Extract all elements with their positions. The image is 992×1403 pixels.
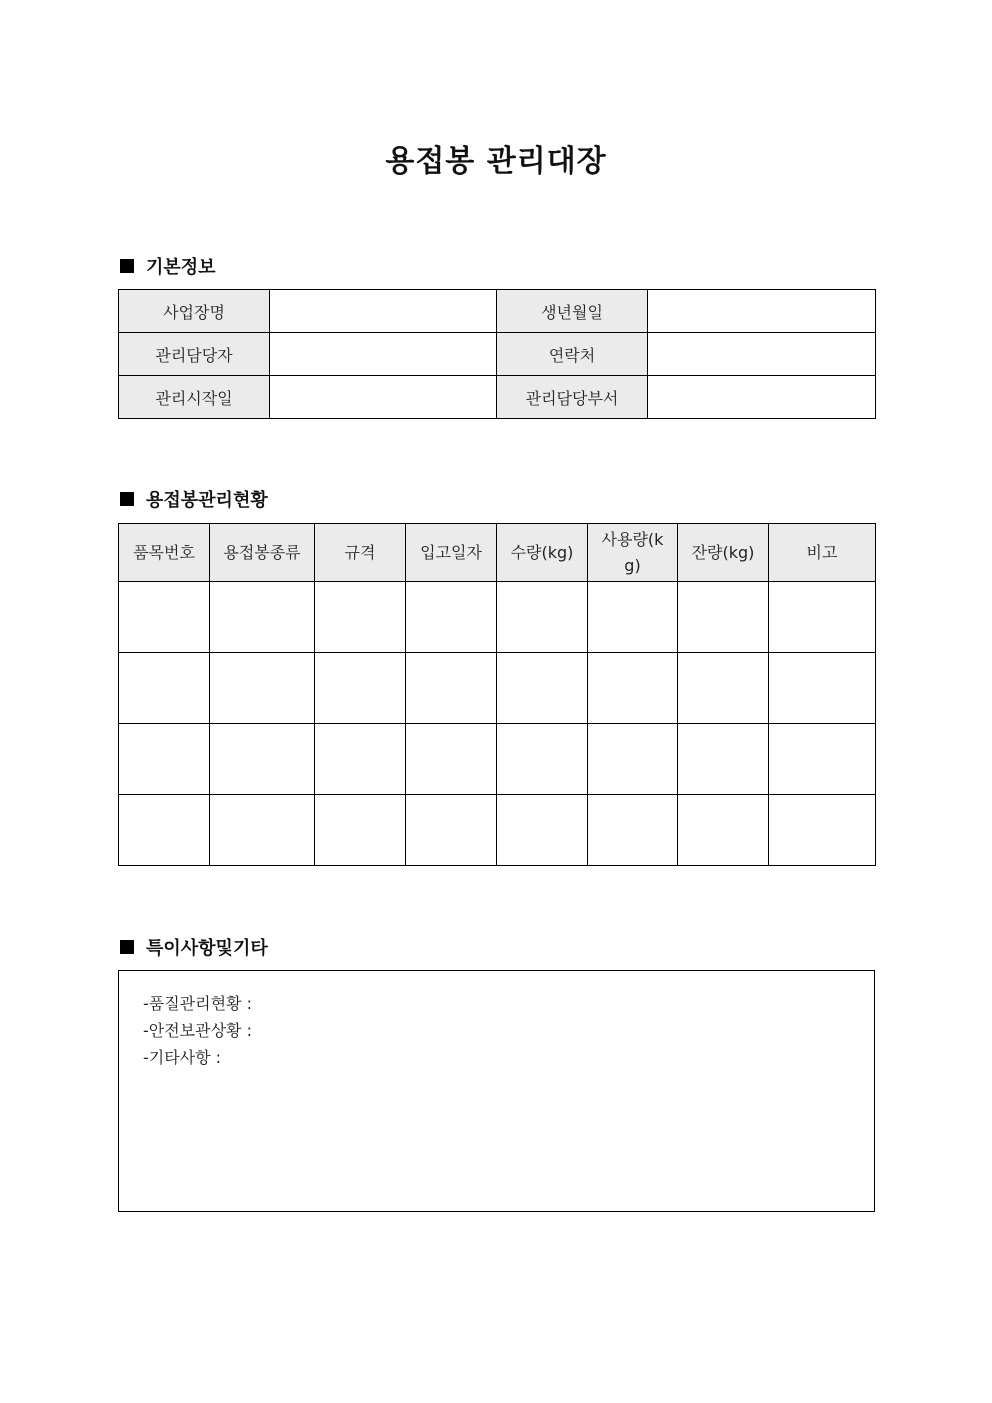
birth-date-label: 생년월일 bbox=[497, 290, 648, 333]
column-header: 규격 bbox=[315, 524, 406, 582]
table-cell[interactable] bbox=[497, 653, 588, 724]
section-basic-info-title: 기본정보 bbox=[146, 257, 216, 278]
section-notes-heading bbox=[120, 934, 268, 960]
table-cell[interactable] bbox=[678, 724, 769, 795]
table-cell[interactable] bbox=[678, 795, 769, 866]
square-bullet-icon bbox=[120, 259, 134, 273]
table-cell[interactable] bbox=[497, 795, 588, 866]
table-cell[interactable] bbox=[315, 795, 406, 866]
column-header: 잔량(kg) bbox=[678, 524, 769, 582]
table-row bbox=[119, 333, 876, 376]
table-cell[interactable] bbox=[769, 653, 876, 724]
table-cell[interactable] bbox=[678, 653, 769, 724]
table-cell[interactable] bbox=[588, 795, 678, 866]
quality-status-line: -품질관리현황 : bbox=[143, 994, 252, 1013]
column-header: 용접봉종류 bbox=[210, 524, 315, 582]
table-row bbox=[119, 795, 876, 866]
section-notes-title: 특이사항및기타 bbox=[146, 938, 268, 959]
business-name-label: 사업장명 bbox=[119, 290, 270, 333]
table-cell[interactable] bbox=[119, 582, 210, 653]
department-label: 관리담당부서 bbox=[497, 376, 648, 419]
section-basic-info-heading bbox=[120, 253, 216, 279]
table-cell[interactable] bbox=[406, 582, 497, 653]
table-cell[interactable] bbox=[210, 582, 315, 653]
table-cell[interactable] bbox=[406, 724, 497, 795]
table-row bbox=[119, 376, 876, 419]
business-name-field[interactable] bbox=[270, 290, 497, 333]
table-cell[interactable] bbox=[406, 795, 497, 866]
column-header: 수량(kg) bbox=[497, 524, 588, 582]
table-cell[interactable] bbox=[497, 582, 588, 653]
square-bullet-icon bbox=[120, 940, 134, 954]
table-cell[interactable] bbox=[678, 582, 769, 653]
table-cell[interactable] bbox=[588, 724, 678, 795]
column-header: 품목번호 bbox=[119, 524, 210, 582]
square-bullet-icon bbox=[120, 492, 134, 506]
table-cell[interactable] bbox=[406, 653, 497, 724]
table-cell[interactable] bbox=[588, 653, 678, 724]
table-row bbox=[119, 653, 876, 724]
table-cell[interactable] bbox=[315, 724, 406, 795]
table-cell[interactable] bbox=[497, 724, 588, 795]
table-cell[interactable] bbox=[769, 582, 876, 653]
table-header-row bbox=[119, 524, 876, 582]
contact-field[interactable] bbox=[648, 333, 876, 376]
section-status-heading bbox=[120, 486, 268, 512]
contact-label: 연락처 bbox=[497, 333, 648, 376]
section-status-title: 용접봉관리현황 bbox=[146, 490, 268, 511]
table-cell[interactable] bbox=[210, 653, 315, 724]
document-title: 용접봉 관리대장 bbox=[385, 144, 607, 179]
table-cell[interactable] bbox=[210, 795, 315, 866]
welding-rod-status-table bbox=[118, 523, 876, 866]
table-row bbox=[119, 582, 876, 653]
table-row bbox=[119, 290, 876, 333]
department-field[interactable] bbox=[648, 376, 876, 419]
other-notes-line: -기타사항 : bbox=[143, 1048, 222, 1067]
table-cell[interactable] bbox=[769, 795, 876, 866]
table-cell[interactable] bbox=[315, 582, 406, 653]
start-date-label: 관리시작일 bbox=[119, 376, 270, 419]
manager-label: 관리담당자 bbox=[119, 333, 270, 376]
table-cell[interactable] bbox=[119, 795, 210, 866]
start-date-field[interactable] bbox=[270, 376, 497, 419]
column-header: 비고 bbox=[769, 524, 876, 582]
birth-date-field[interactable] bbox=[648, 290, 876, 333]
table-row bbox=[119, 724, 876, 795]
notes-box[interactable] bbox=[118, 970, 875, 1212]
basic-info-table bbox=[118, 289, 876, 419]
table-cell[interactable] bbox=[119, 724, 210, 795]
table-cell[interactable] bbox=[315, 653, 406, 724]
table-cell[interactable] bbox=[769, 724, 876, 795]
manager-field[interactable] bbox=[270, 333, 497, 376]
table-cell[interactable] bbox=[119, 653, 210, 724]
column-header: 사용량(kg) bbox=[588, 524, 678, 582]
column-header: 입고일자 bbox=[406, 524, 497, 582]
table-cell[interactable] bbox=[588, 582, 678, 653]
table-cell[interactable] bbox=[210, 724, 315, 795]
safety-storage-line: -안전보관상황 : bbox=[143, 1021, 252, 1040]
